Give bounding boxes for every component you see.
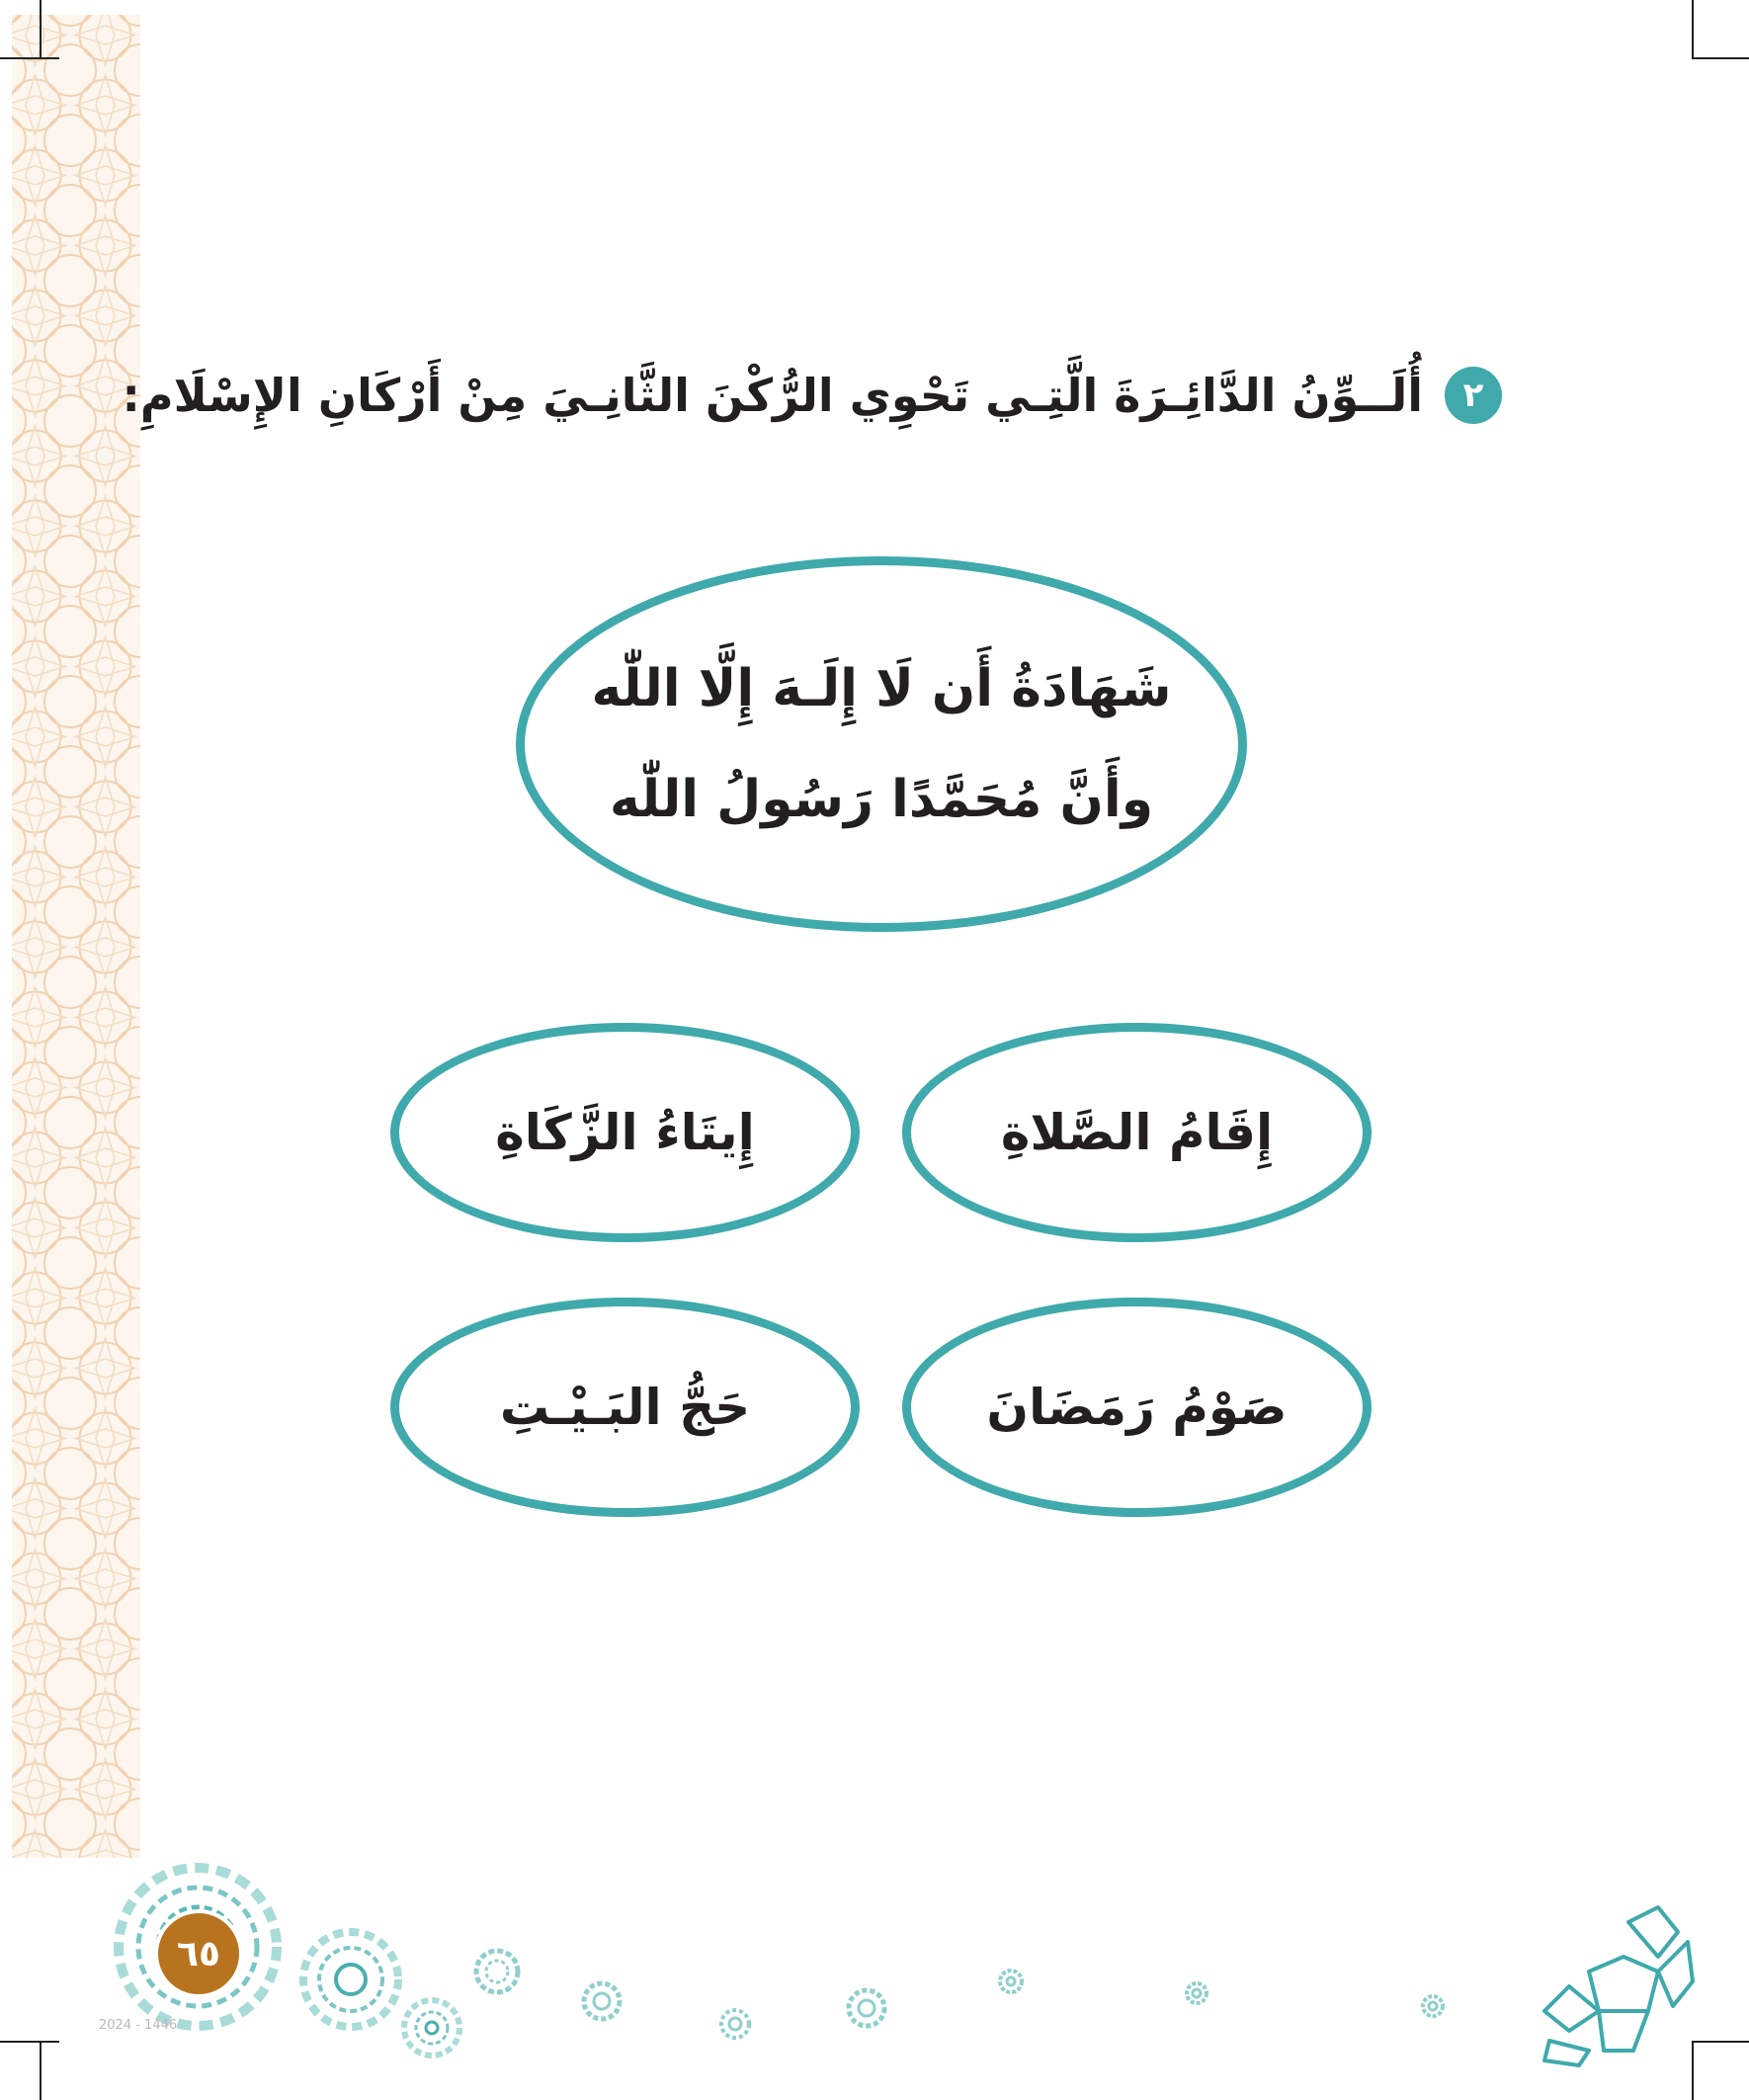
rosette-ornament bbox=[996, 1967, 1026, 1996]
shahada-line-1: شَهَادَةُ أَن لَا إِلَـهَ إِلَّا اللّٰه bbox=[591, 659, 1172, 718]
zakah-oval[interactable] bbox=[390, 1023, 860, 1242]
page-number-badge: ٦٥ bbox=[154, 1909, 243, 1998]
step-number-badge: ٢ bbox=[1445, 367, 1502, 424]
sawm-oval[interactable] bbox=[902, 1298, 1372, 1517]
instruction bbox=[122, 356, 1502, 435]
rosette-ornament bbox=[717, 2006, 753, 2042]
sawm-label: صَوْمُ رَمَضَانَ bbox=[986, 1379, 1288, 1436]
crop-mark bbox=[1692, 0, 1694, 59]
instruction-text: أُلَــوِّنُ الدَّائِـرَةَ الَّتِـي تَحْوِي الرُّكْنَ الثَّانِـيَ مِنْ أَرْكَانِ الإِسْلَامِ: bbox=[122, 369, 1423, 422]
hajj-oval[interactable] bbox=[390, 1298, 860, 1517]
salah-label: إِقَامُ الصَّلاةِ bbox=[1000, 1104, 1274, 1161]
islamic-pattern-border bbox=[0, 0, 140, 1858]
crop-mark bbox=[1692, 57, 1749, 59]
rosette-ornament bbox=[580, 1979, 624, 2023]
salah-oval[interactable] bbox=[902, 1023, 1372, 1242]
rosette-ornament bbox=[472, 1947, 522, 1996]
rosette-ornament bbox=[1419, 1992, 1447, 2020]
rosette-ornament bbox=[400, 1996, 463, 2059]
shahada-oval[interactable] bbox=[516, 556, 1247, 932]
hajj-label: حَجُّ البَـيْـتِ bbox=[499, 1379, 751, 1436]
crop-mark bbox=[0, 57, 59, 59]
zakah-label: إِيتَاءُ الزَّكَاةِ bbox=[495, 1104, 755, 1161]
crop-mark bbox=[40, 2041, 42, 2100]
crop-mark bbox=[1692, 2041, 1749, 2043]
edition-year: 2024 - 1446 bbox=[99, 2018, 178, 2033]
shahada-line-2: وأَنَّ مُحَمَّدًا رَسُولُ اللّٰه bbox=[609, 770, 1154, 829]
rosette-ornament bbox=[296, 1925, 405, 2034]
rosette-ornament bbox=[845, 1986, 888, 2030]
rosette-ornament bbox=[1183, 1979, 1210, 2007]
crop-mark bbox=[0, 2041, 59, 2043]
crop-mark bbox=[40, 0, 42, 59]
geometric-star-ornament bbox=[1530, 1902, 1698, 2070]
